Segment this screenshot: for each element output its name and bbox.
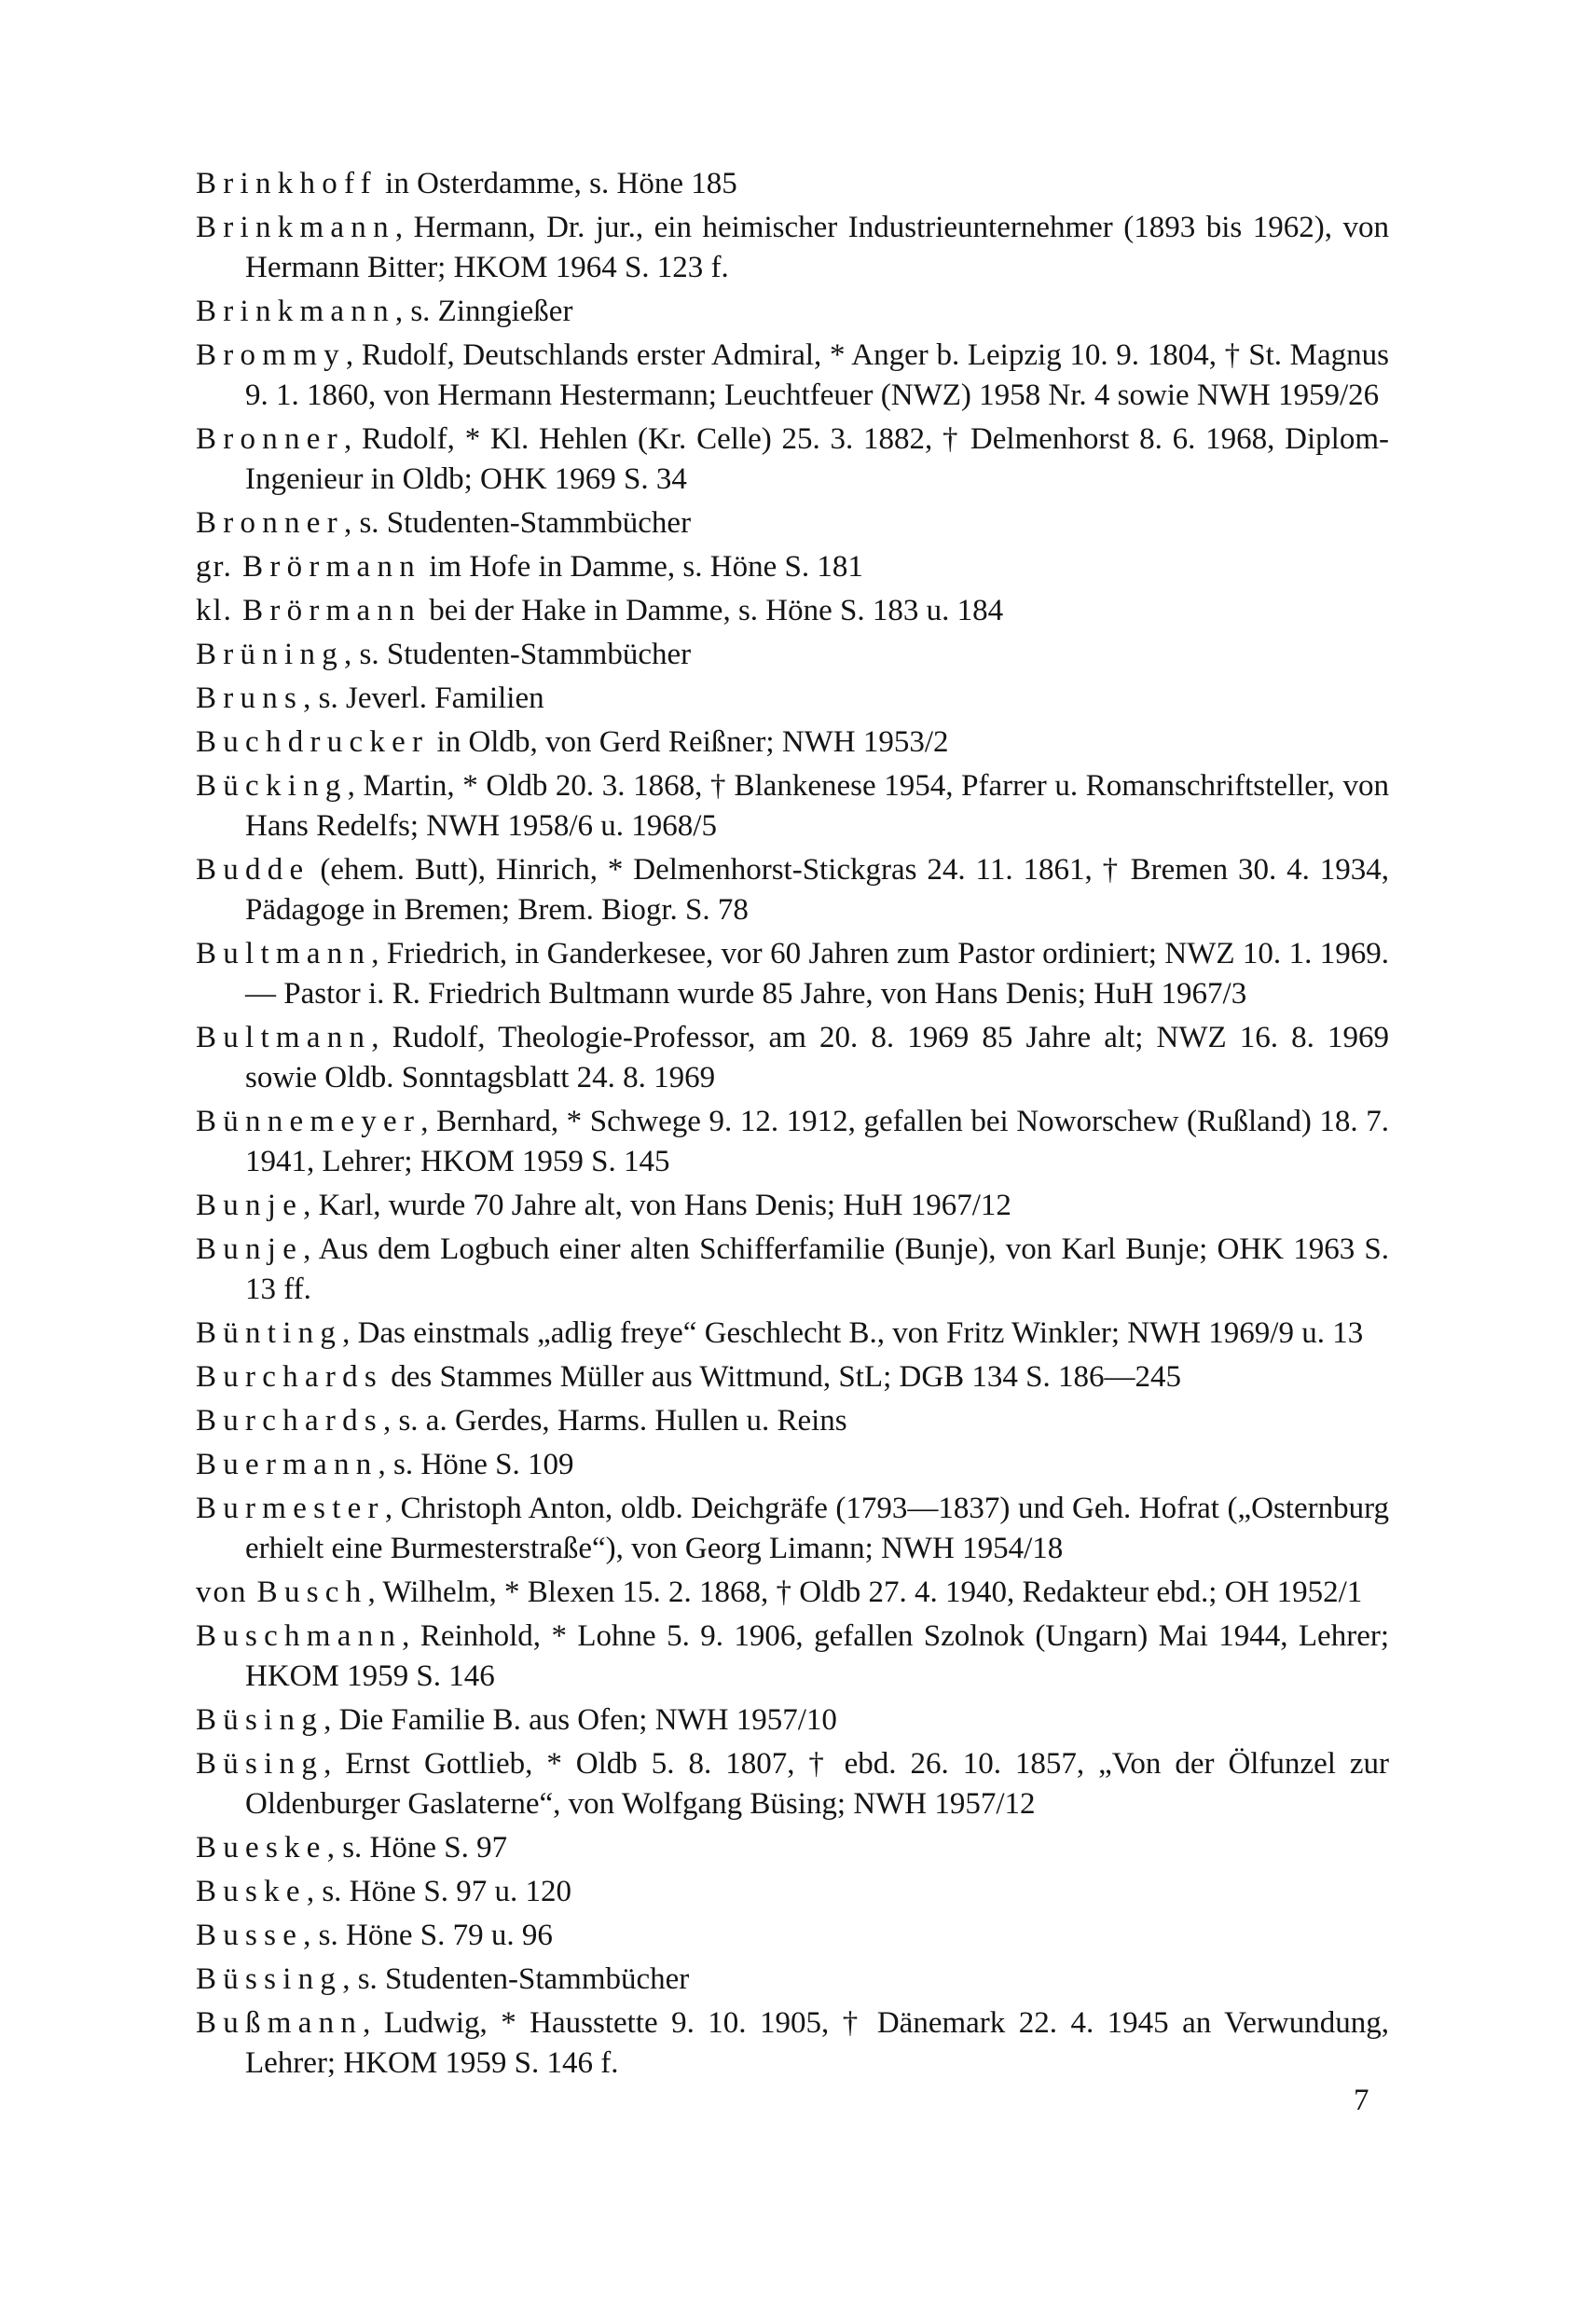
- entry: [196, 850, 1389, 930]
- entry-text: , s. Zinngießer: [394, 295, 573, 328]
- entry-name: Bultmann: [196, 937, 372, 970]
- entry-text: , Rudolf, * Kl. Hehlen (Kr. Celle) 25. 3. 1882, † Delmenhorst 8. 6. 1968, Diplom-Ingenieur in Oldb; OHK 1969 S. 34: [245, 422, 1389, 496]
- entry-text: , Wilhelm, * Blexen 15. 2. 1868, † Oldb 27. 4. 1940, Redakteur ebd.; OH 1952/1: [367, 1576, 1363, 1609]
- entry-name: Buschmann: [196, 1619, 403, 1653]
- entry-text: , s. a. Gerdes, Harms. Hullen u. Reins: [382, 1404, 847, 1438]
- entry: [196, 420, 1389, 500]
- entry-name: Burmester: [196, 1492, 385, 1525]
- entry-text: , s. Studenten-Stammbücher: [344, 638, 692, 671]
- entry: [196, 503, 1389, 544]
- entry-text: , s. Höne S. 79 u. 96: [303, 1919, 553, 1952]
- entry-name: Brommy: [196, 338, 346, 372]
- entry: [196, 164, 1389, 204]
- entry-text: , Christoph Anton, oldb. Deichgräfe (1793—1837) und Geh. Hofrat („Osternburg erhielt eine Burmesterstraße“), von Georg Limann; NWH 1954/18: [245, 1492, 1389, 1565]
- entry-name: Burchards: [196, 1404, 383, 1438]
- entry-name: Buske: [196, 1875, 307, 1908]
- entry: [196, 591, 1389, 631]
- entry-text: , s. Höne S. 97: [326, 1831, 508, 1865]
- entry-name: Bruns: [196, 681, 304, 715]
- entry-text: , Reinhold, * Lohne 5. 9. 1906, gefallen Szolnok (Ungarn) Mai 1944, Lehrer; HKOM 1959 S. 146: [245, 1619, 1389, 1693]
- entry: [196, 1828, 1389, 1868]
- entry: [196, 1230, 1389, 1310]
- entry: [196, 1916, 1389, 1956]
- entry: [196, 766, 1389, 846]
- entry-name: Bußmann: [196, 2006, 364, 2040]
- entry: [196, 1617, 1389, 1697]
- entry-name: Bronner: [196, 422, 344, 456]
- entry: [196, 1489, 1389, 1569]
- entry-text: , Das einstmals „adlig freye“ Geschlecht B., von Fritz Winkler; NWH 1969/9 u. 13: [342, 1316, 1364, 1350]
- entry-text: des Stammes Müller aus Wittmund, StL; DGB 134 S. 186—245: [382, 1360, 1182, 1394]
- entry-text: , Martin, * Oldb 20. 3. 1868, † Blankenese 1954, Pfarrer u. Romanschriftsteller, von Hans Redelfs; NWH 1958/6 u. 1968/5: [245, 769, 1389, 843]
- entry: [196, 1700, 1389, 1741]
- entry-text: , s. Studenten-Stammbücher: [342, 1962, 690, 1996]
- entry-text: , s. Jeverl. Familien: [303, 681, 544, 715]
- entry: [196, 1102, 1389, 1182]
- entry-list: [196, 164, 1389, 2087]
- entry-prefix: kl.: [196, 594, 243, 627]
- entry-name: Bünting: [196, 1316, 343, 1350]
- entry-text: (ehem. Butt), Hinrich, * Delmenhorst-Stickgras 24. 11. 1861, † Bremen 30. 4. 1934, Pädagoge in Bremen; Brem. Biogr. S. 78: [245, 853, 1389, 927]
- entry-text: , Ludwig, * Hausstette 9. 10. 1905, † Dänemark 22. 4. 1945 an Verwundung, Lehrer; HKOM 1959 S. 146 f.: [245, 2006, 1389, 2080]
- entry: [196, 1445, 1389, 1485]
- entry-name: Brinkmann: [196, 295, 395, 328]
- entry-prefix: gr.: [196, 550, 243, 584]
- entry-name: Burchards: [196, 1360, 383, 1394]
- entry-name: Brüning: [196, 638, 344, 671]
- entry-name: Büssing: [196, 1962, 343, 1996]
- entry: [196, 292, 1389, 332]
- entry-text: , Rudolf, Theologie-Professor, am 20. 8. 1969 85 Jahre alt; NWZ 16. 8. 1969 sowie Oldb. Sonntagsblatt 24. 8. 1969: [245, 1021, 1389, 1094]
- entry: [196, 679, 1389, 719]
- entry-text: im Hofe in Damme, s. Höne S. 181: [420, 550, 863, 584]
- entry-name: Buchdrucker: [196, 725, 430, 759]
- entry: [196, 1357, 1389, 1397]
- entry-text: , Ernst Gottlieb, * Oldb 5. 8. 1807, † ebd. 26. 10. 1857, „Von der Ölfunzel zur Oldenburger Gaslaterne“, von Wolfgang Büsing; NWH 1957/12: [245, 1747, 1389, 1821]
- entry: [196, 1872, 1389, 1912]
- entry-text: , Rudolf, Deutschlands erster Admiral, * Anger b. Leipzig 10. 9. 1804, † St. Magnus 9. 1. 1860, von Hermann Hestermann; Leuchtfeuer (NWZ) 1958 Nr. 4 sowie NWH 1959/26: [245, 338, 1389, 412]
- entry-name: Bünnemeyer: [196, 1105, 421, 1138]
- entry-text: , Aus dem Logbuch einer alten Schifferfamilie (Bunje), von Karl Bunje; OHK 1963 S. 13 ff.: [245, 1232, 1389, 1306]
- entry-text: , Bernhard, * Schwege 9. 12. 1912, gefallen bei Noworschew (Rußland) 18. 7. 1941, Lehrer; HKOM 1959 S. 145: [245, 1105, 1389, 1178]
- entry: [196, 1314, 1389, 1354]
- entry-name: Bronner: [196, 506, 344, 540]
- entry-name: Büsing: [196, 1703, 324, 1737]
- entry: [196, 2003, 1389, 2084]
- entry-name: Busch: [256, 1576, 368, 1609]
- entry: [196, 336, 1389, 416]
- entry: [196, 1573, 1389, 1613]
- entry-text: , Karl, wurde 70 Jahre alt, von Hans Denis; HuH 1967/12: [303, 1189, 1011, 1222]
- entry-text: , s. Höne S. 97 u. 120: [306, 1875, 571, 1908]
- entry: [196, 1960, 1389, 2000]
- page-number: 7: [1354, 2084, 1369, 2117]
- entry-text: , Hermann, Dr. jur., ein heimischer Industrieunternehmer (1893 bis 1962), von Hermann Bitter; HKOM 1964 S. 123 f.: [245, 211, 1389, 284]
- entry-name: Bunje: [196, 1232, 304, 1266]
- entry-name: Buermann: [196, 1448, 378, 1481]
- entry: [196, 1744, 1389, 1824]
- entry-prefix: von: [196, 1576, 257, 1609]
- entry: [196, 1401, 1389, 1441]
- entry-name: Bultmann: [196, 1021, 372, 1054]
- entry-name: Budde: [196, 853, 310, 887]
- entry-text: bei der Hake in Damme, s. Höne S. 183 u. 184: [420, 594, 1004, 627]
- entry: [196, 547, 1389, 587]
- entry: [196, 208, 1389, 288]
- entry-name: Brinkmann: [196, 211, 395, 244]
- entry: [196, 1186, 1389, 1226]
- entry: [196, 934, 1389, 1014]
- entry-text: , Die Familie B. aus Ofen; NWH 1957/10: [323, 1703, 837, 1737]
- entry-text: , s. Studenten-Stammbücher: [343, 506, 692, 540]
- entry-name: Brörmann: [242, 550, 421, 584]
- entry-name: Bunje: [196, 1189, 304, 1222]
- entry-name: Brörmann: [242, 594, 421, 627]
- entry-name: Busse: [196, 1919, 304, 1952]
- entry-text: in Oldb, von Gerd Reißner; NWH 1953/2: [429, 725, 949, 759]
- entry-text: , Friedrich, in Ganderkesee, vor 60 Jahren zum Pastor ordiniert; NWZ 10. 1. 1969. — Pastor i. R. Friedrich Bultmann wurde 85 Jahre, von Hans Denis; HuH 1967/3: [245, 937, 1389, 1011]
- entry-name: Brinkhoff: [196, 167, 378, 200]
- entry: [196, 722, 1389, 763]
- entry-name: Bücking: [196, 769, 348, 803]
- entry-name: Bueske: [196, 1831, 327, 1865]
- entry: [196, 635, 1389, 675]
- entry-name: Büsing: [196, 1747, 324, 1781]
- entry: [196, 1018, 1389, 1098]
- entry-text: in Osterdamme, s. Höne 185: [377, 167, 737, 200]
- entry-text: , s. Höne S. 109: [378, 1448, 574, 1481]
